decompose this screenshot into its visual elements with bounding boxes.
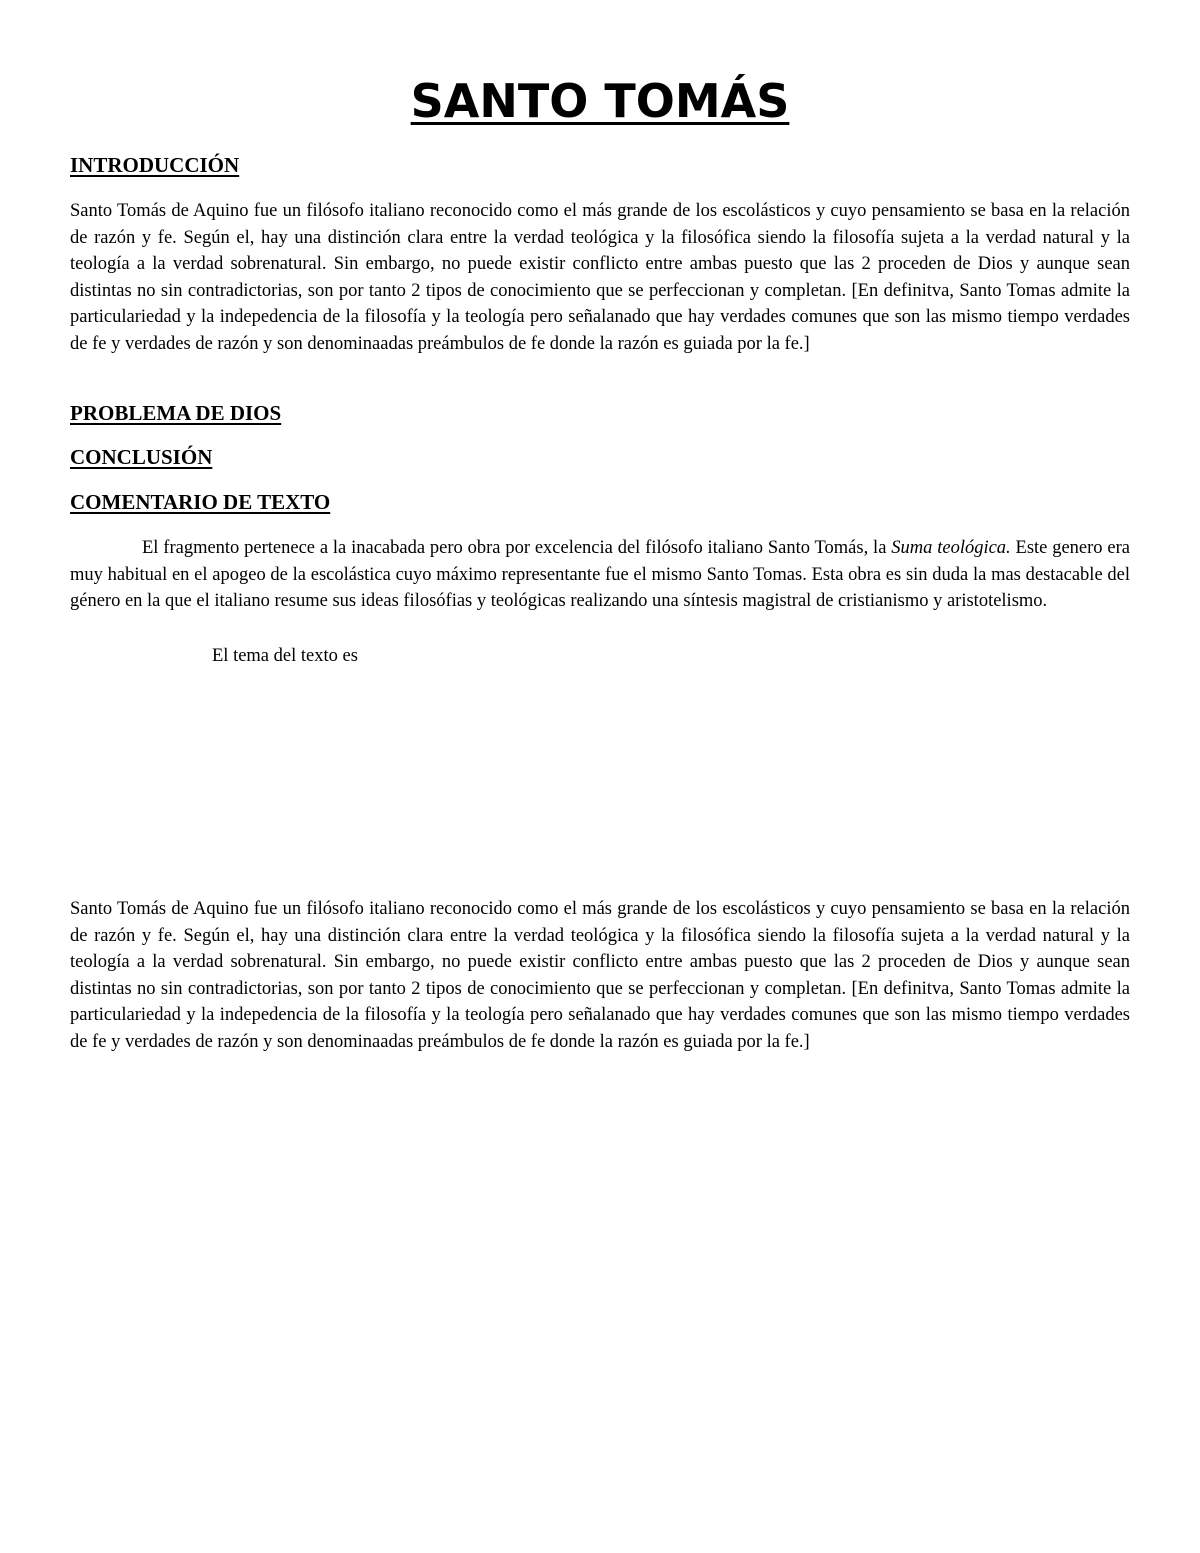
heading-introduccion: INTRODUCCIÓN <box>70 153 240 177</box>
paragraph-repeated: Santo Tomás de Aquino fue un filósofo italiano reconocido como el más grande de los escolásticos y cuyo pensamiento se basa en la relación de razón y fe. Según el, hay una distinción clara entre la verdad teológica y la filosófica siendo la filosofía sujeta a la verdad natural y la teología a la verdad sobrenatural. Sin embargo, no puede existir conflicto entre ambas puesto que las 2 proceden de Dios y aunque sean distintas no sin contradictorias, son por tanto 2 tipos de conocimiento que se perfeccionan y completan. [En definitva, Santo Tomas admite la particulariedad y la indepedencia de la filosofía y la teología pero señalanado que hay verdades comunes que son las mismo tiempo verdades de fe y verdades de razón y son denominaadas preámbulos de fe donde la razón es guiada por la fe.] <box>70 899 1130 1052</box>
comentario-text-end: Este genero era muy habitual en el apogeo de la escolástica cuyo máximo representante fue el mismo Santo Tomas. Esta obra es sin duda la mas destacable del género en la que el italiano resume sus ideas filosófias y teológicas realizando una síntesis magistral de cristianismo y aristotelismo. <box>70 538 1130 611</box>
heading-comentario-de-texto: COMENTARIO DE TEXTO <box>70 490 331 514</box>
tema-line: El tema del texto es <box>212 646 358 666</box>
heading-conclusion: CONCLUSIÓN <box>70 445 213 469</box>
paragraph-comentario <box>70 535 1130 615</box>
comentario-text-start: El fragmento pertenece a la inacabada pero obra por excelencia del filósofo italiano Santo Tomás, la <box>142 538 892 558</box>
document-title: SANTO TOMÁS <box>410 74 790 128</box>
paragraph-introduccion: Santo Tomás de Aquino fue un filósofo italiano reconocido como el más grande de los escolásticos y cuyo pensamiento se basa en la relación de razón y fe. Según el, hay una distinción clara entre la verdad teológica y la filosófica siendo la filosofía sujeta a la verdad natural y la teología a la verdad sobrenatural. Sin embargo, no puede existir conflicto entre ambas puesto que las 2 proceden de Dios y aunque sean distintas no sin contradictorias, son por tanto 2 tipos de conocimiento que se perfeccionan y completan. [En definitva, Santo Tomas admite la particulariedad y la indepedencia de la filosofía y la teología pero señalanado que hay verdades comunes que son las mismo tiempo verdades de fe y verdades de razón y son denominaadas preámbulos de fe donde la razón es guiada por la fe.] <box>70 201 1130 354</box>
comentario-work-title: Suma teológica. <box>891 538 1011 558</box>
heading-problema-de-dios: PROBLEMA DE DIOS <box>70 401 282 425</box>
